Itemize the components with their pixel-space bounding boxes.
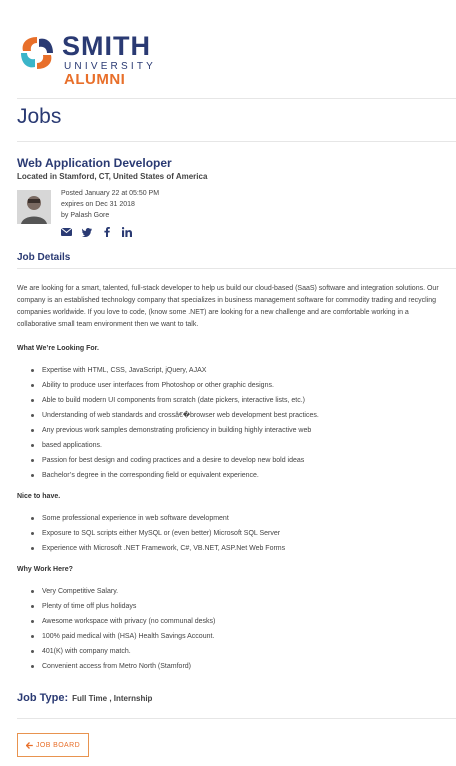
list-item: Some professional experience in web software development	[17, 511, 442, 526]
job-description	[17, 283, 442, 682]
posted-by: by Palash Gore	[61, 212, 110, 219]
social-share	[61, 227, 132, 237]
list-item: Plenty of time off plus holidays	[17, 599, 442, 614]
why-work-here-heading: Why Work Here?	[17, 566, 73, 573]
page-title: Jobs	[17, 105, 62, 128]
title-divider	[17, 141, 456, 142]
job-location: Located in Stamford, CT, United States of America	[17, 172, 208, 181]
facebook-icon[interactable]	[101, 227, 112, 237]
nice-to-have-heading: Nice to have.	[17, 493, 61, 500]
university-logo[interactable]	[17, 31, 177, 91]
looking-for-heading: What We’re Looking For.	[17, 345, 99, 352]
job-title: Web Application Developer	[17, 156, 172, 170]
logo-mark-icon	[17, 33, 57, 73]
job-board-button[interactable]	[17, 733, 89, 757]
arrow-left-icon	[26, 742, 33, 749]
details-divider	[17, 268, 456, 269]
job-type-label: Job Type:	[17, 692, 69, 704]
avatar	[17, 190, 51, 224]
expires-date: expires on Dec 31 2018	[61, 201, 135, 208]
job-intro: We are looking for a smart, talented, full-stack developer to help us build our cloud-based (SaaS) software and integration solutions. Our company is an established technology company that specializes in business management software for commodity trading and recycling companies worldwide. If you love to code, (know some .NET) are looking for a new challenge and are comfortable working in a collaborative small team environment then we want to talk.	[17, 285, 439, 328]
list-item: Very Competitive Salary.	[17, 584, 442, 599]
list-item: Able to build modern UI components from scratch (date pickers, interactive lists, etc.)	[17, 393, 442, 408]
list-item: 100% paid medical with (HSA) Health Savings Account.	[17, 629, 442, 644]
job-type	[17, 692, 152, 704]
list-item: Exposure to SQL scripts either MySQL or (even better) Microsoft SQL Server	[17, 526, 442, 541]
list-item: Bachelor’s degree in the corresponding field or equivalent experience.	[17, 468, 442, 483]
why-work-here-list	[17, 584, 442, 674]
list-item: 401(K) with company match.	[17, 644, 442, 659]
job-type-value: Full Time , Internship	[72, 694, 153, 703]
twitter-icon[interactable]	[81, 227, 92, 237]
list-item: based applications.	[17, 438, 442, 453]
logo-word-smith: SMITH	[62, 31, 151, 61]
envelope-icon[interactable]	[61, 227, 72, 237]
job-details-heading: Job Details	[17, 252, 71, 263]
list-item: Convenient access from Metro North (Stamford)	[17, 659, 442, 674]
list-item: Expertise with HTML, CSS, JavaScript, jQuery, AJAX	[17, 363, 442, 378]
logo-word-alumni: ALUMNI	[64, 71, 126, 88]
nice-to-have-list	[17, 511, 442, 556]
list-item: Ability to produce user interfaces from Photoshop or other graphic designs.	[17, 378, 442, 393]
looking-for-list	[17, 363, 442, 483]
footer-divider	[17, 718, 456, 719]
list-item: Experience with Microsoft .NET Framework, C#, VB.NET, ASP.Net Web Forms	[17, 541, 442, 556]
header-divider	[17, 98, 456, 99]
posted-date: Posted January 22 at 05:50 PM	[61, 190, 160, 197]
list-item: Awesome workspace with privacy (no communal desks)	[17, 614, 442, 629]
linkedin-icon[interactable]	[121, 227, 132, 237]
logo-word-university: UNIVERSITY	[64, 61, 157, 72]
list-item: Passion for best design and coding practices and a desire to develop new bold ideas	[17, 453, 442, 468]
list-item: Understanding of web standards and crossâ€�browser web development best practices.	[17, 408, 442, 423]
job-board-label: JOB BOARD	[35, 741, 81, 749]
list-item: Any previous work samples demonstrating proficiency in building highly interactive web	[17, 423, 442, 438]
